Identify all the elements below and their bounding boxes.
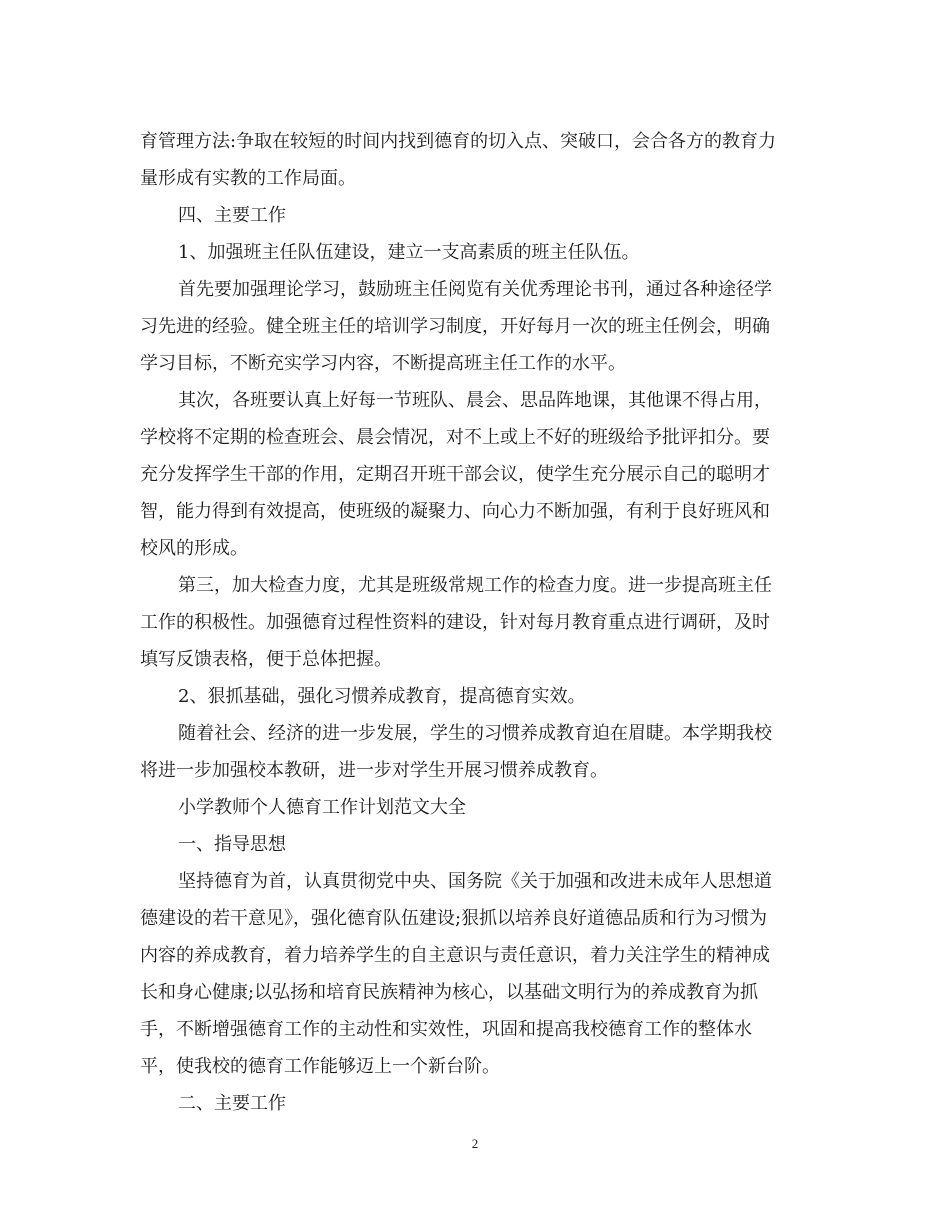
text-line: 首先要加强理论学习，鼓励班主任阅览有关优秀理论书刊，通过各种途径学	[178, 279, 772, 300]
text-line: 第三，加大检查力度，尤其是班级常规工作的检查力度。进一步提高班主任	[178, 575, 772, 596]
text-line: 育管理方法:争取在较短的时间内找到德育的切入点、突破口，会合各方的教育力	[140, 131, 777, 152]
text-line: 四、主要工作	[178, 205, 286, 226]
text-line: 学习目标，不断充实学习内容，不断提高班主任工作的水平。	[140, 353, 626, 374]
text-line: 量形成有实教的工作局面。	[140, 168, 356, 189]
page-number: 2	[471, 1136, 479, 1151]
text-line: 充分发挥学生干部的作用，定期召开班干部会议，使学生充分展示自己的聪明才	[140, 464, 770, 485]
text-line: 坚持德育为首，认真贯彻党中央、国务院《关于加强和改进未成年人思想道	[178, 871, 772, 892]
text-line: 随着社会、经济的进一步发展，学生的习惯养成教育迫在眉睫。本学期我校	[178, 723, 772, 744]
text-line: 内容的养成教育，着力培养学生的自主意识与责任意识，着力关注学生的精神成	[140, 945, 770, 966]
text-line: 长和身心健康;以弘扬和培育民族精神为核心，以基础文明行为的养成教育为抓	[140, 982, 759, 1003]
body-text	[140, 123, 810, 1122]
text-line: 一、指导思想	[178, 834, 286, 855]
text-line: 二、主要工作	[178, 1093, 286, 1114]
text-line: 校风的形成。	[140, 538, 248, 559]
text-line: 德建设的若干意见》，强化德育队伍建设;狠抓以培养良好道德品质和行为习惯为	[140, 908, 768, 929]
text-line: 其次，各班要认真上好每一节班队、晨会、思品阵地课，其他课不得占用，	[178, 390, 772, 411]
text-line: 智，能力得到有效提高，使班级的凝聚力、向心力不断加强，有利于良好班风和	[140, 501, 770, 522]
text-line: 手，不断增强德育工作的主动性和实效性，巩固和提高我校德育工作的整体水	[140, 1019, 752, 1040]
text-line: 小学教师个人德育工作计划范文大全	[178, 797, 466, 818]
text-line: 平，使我校的德育工作能够迈上一个新台阶。	[140, 1056, 500, 1077]
text-line: 将进一步加强校本教研，进一步对学生开展习惯养成教育。	[140, 760, 608, 781]
text-line: 习先进的经验。健全班主任的培训学习制度，开好每月一次的班主任例会，明确	[140, 316, 770, 337]
text-line: 填写反馈表格，便于总体把握。	[140, 649, 392, 670]
text-line: 学校将不定期的检查班会、晨会情况，对不上或上不好的班级给予批评扣分。要	[140, 427, 770, 448]
text-line: 工作的积极性。加强德育过程性资料的建设，针对每月教育重点进行调研，及时	[140, 612, 770, 633]
text-line: 1、加强班主任队伍建设，建立一支高素质的班主任队伍。	[178, 242, 640, 263]
text-line: 2、狠抓基础，强化习惯养成教育，提高德育实效。	[178, 686, 586, 707]
